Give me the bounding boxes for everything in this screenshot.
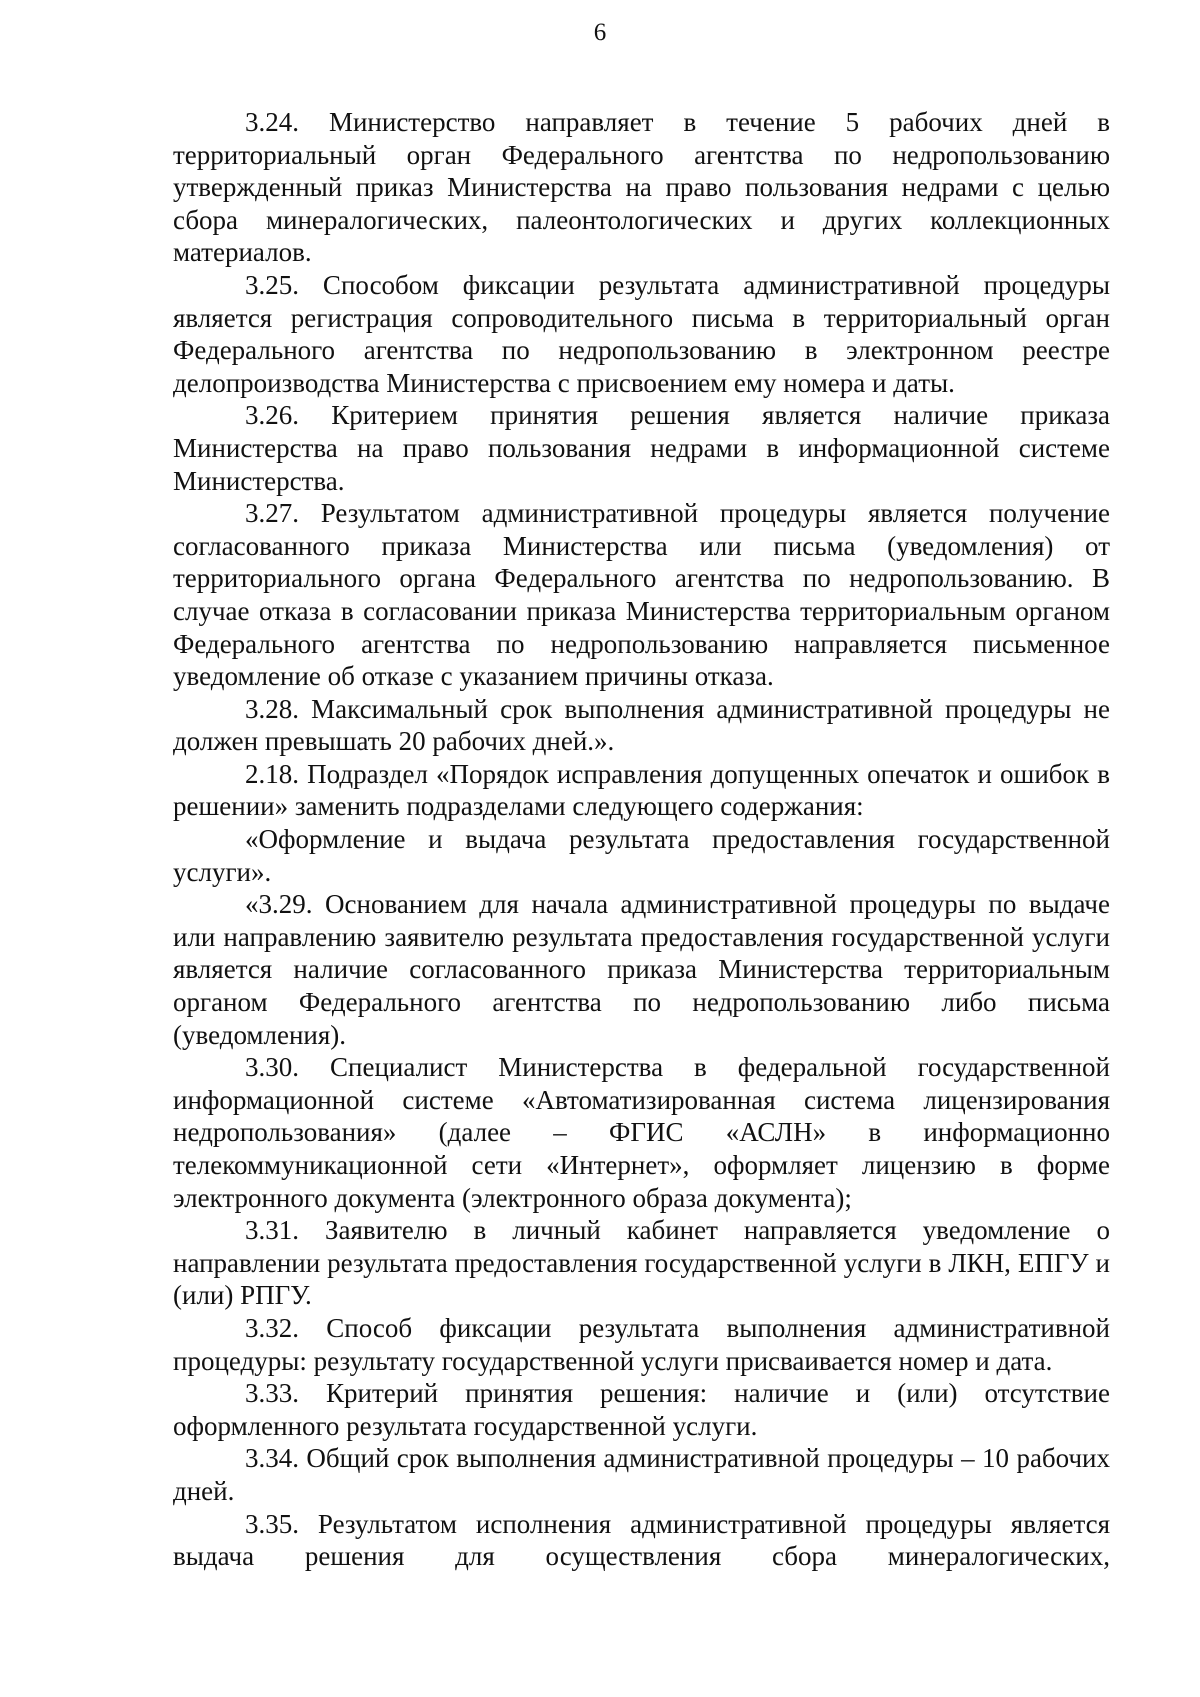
paragraph-3-32: 3.32. Способ фиксации результата выполнения административной процедуры: результату государственной услуги присваивается номер и дата. [173,1312,1110,1376]
paragraph-2-18: 2.18. Подраздел «Порядок исправления допущенных опечаток и ошибок в решении» заменить подразделами следующего содержания: [173,758,1110,822]
page-number: 6 [593,19,607,46]
document-body [173,106,1110,1573]
paragraph-3-31: 3.31. Заявителю в личный кабинет направляется уведомление о направлении результата предоставления государственной услуги в ЛКН, ЕПГУ и (или) РПГУ. [173,1215,1110,1311]
paragraph-3-26: 3.26. Критерием принятия решения является наличие приказа Министерства на право пользования недрами в информационной системе Министерства. [173,400,1110,496]
paragraph-3-30: 3.30. Специалист Министерства в федеральной государственной информационной системе «Автоматизированная система лицензирования недропользования» (далее – ФГИС «АСЛН» в информационно телекоммуникационной сети «Интернет», оформляет лицензию в форме электронного документа (электронного образа документа); [173,1052,1110,1213]
paragraph-3-24: 3.24. Министерство направляет в течение 5 рабочих дней в территориальный орган Федерального агентства по недропользованию утвержденный приказ Министерства на право пользования недрами с целью сбора минералогических, палеонтологических и других коллекционных материалов. [173,107,1110,268]
paragraph-3-29: «3.29. Основанием для начала административной процедуры по выдаче или направлению заявителю результата предоставления государственной услуги является наличие согласованного приказа Министерства территориальным органом Федерального агентства по недропользованию либо письма (уведомления). [173,889,1110,1050]
paragraph-3-35: 3.35. Результатом исполнения административной процедуры является выдача решения для осуществления сбора минералогических, [173,1508,1110,1572]
paragraph-3-25: 3.25. Способом фиксации результата административной процедуры является регистрация сопроводительного письма в территориальный орган Федерального агентства по недропользованию в электронном реестре делопроизводства Министерства с присвоением ему номера и даты. [173,269,1110,398]
subsection-heading: «Оформление и выдача результата предоставления государственной услуги». [173,824,1110,887]
paragraph-3-34: 3.34. Общий срок выполнения административной процедуры – 10 рабочих дней. [173,1443,1110,1506]
paragraph-3-33: 3.33. Критерий принятия решения: наличие и (или) отсутствие оформленного результата государственной услуги. [173,1378,1110,1441]
paragraph-3-28: 3.28. Максимальный срок выполнения административной процедуры не должен превышать 20 рабочих дней.». [173,693,1110,757]
paragraph-3-27: 3.27. Результатом административной процедуры является получение согласованного приказа Министерства или письма (уведомления) от территориального органа Федерального агентства по недропользованию. В случае отказа в согласовании приказа Министерства территориальным органом Федерального агентства по недропользованию направляется письменное уведомление об отказе с указанием причины отказа. [173,498,1110,692]
